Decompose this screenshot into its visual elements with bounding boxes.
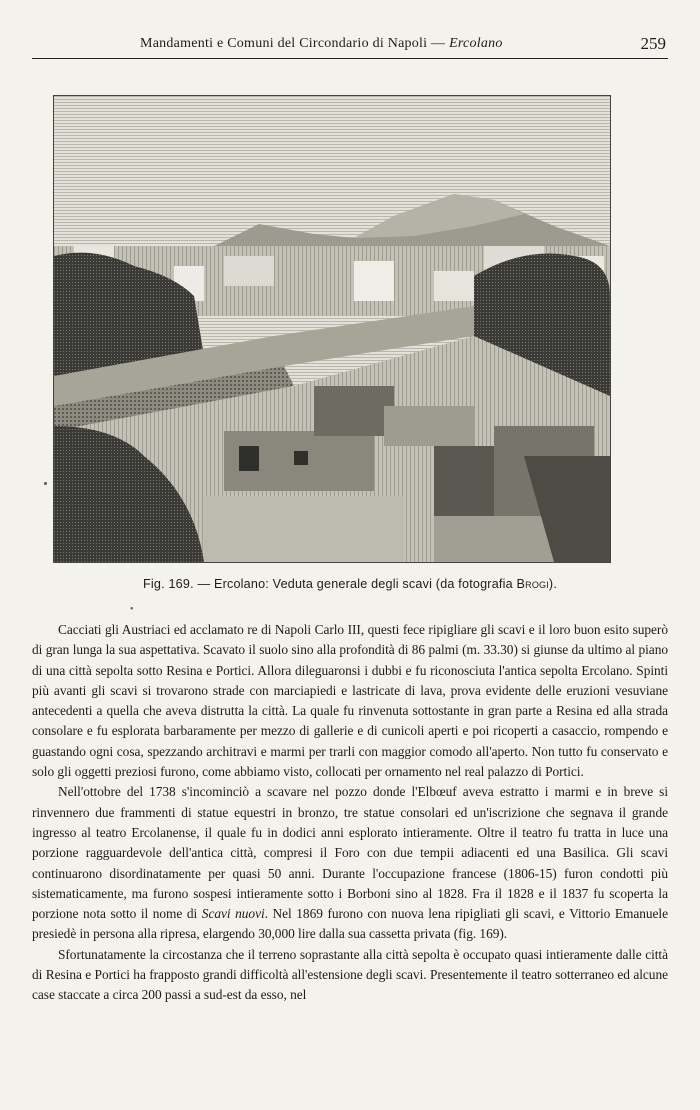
italic-term: Scavi nuovi <box>201 906 265 922</box>
paragraph-1: Cacciati gli Austriaci ed acclamato re di Napoli Carlo III, questi fece ripigliare gli scavi e il loro buon esito superò di gran lunga la sua aspettativa. Scavato il suolo sino alla profondità di 86 palmi (m. 33.30) si giunse da ultimo al piano di una città sepolta sotto Resina e Portici. Allora dileguaronsi i dubbi e fu riconosciuta l'antica sepolta Ercolano. Spinti più avanti gli scavi si trovarono strade con marciapiedi e lastricate di lava, prova evidente delle eruzioni vesuviane antecedenti a quella che aveva distrutta la città. La quale fu rinvenuta sottostante in gran parte a Resina ed alla strada consolare e fu esplorata barbaramente per mezzo di gallerie e di cunicoli aperti e poi ricoperti a casaccio, rompendo e guastando ogni cosa, spezzando architravi e marmi per trarli con maggior comodo all'aperto. Non tutto fu conservato e solo gli oggetti preziosi furono, come abbiamo visto, collocati per ornamento nel real palazzo di Portici. <box>32 622 668 780</box>
figure-caption: Fig. 169. — Ercolano: Veduta generale degli scavi (da fotografia Brogi). <box>142 577 558 591</box>
paragraph-2: Nell'ottobre del 1738 s'incominciò a scavare nel pozzo donde l'Elbœuf aveva estratto i marmi e in breve si rinvennero due frammenti di statue equestri in bronzo, tre statue consolari ed un'iscrizione che segnava il grande ingresso al teatro Ercolanense, il quale fu in dodici anni esplorato intieramente. Oltre il teatro fu tratta in luce una porzione ragguardevole dell'antica città, compresi il Foro con due tempii adiacenti ed una Basilica. Gli scavi continuarono disordinatamente per quasi 50 anni. Durante l'occupazione francese (1806-15) furon condotti più sistematicamente, ma furono sospesi intieramente sotto i Borboni sino al 1828. Fra il 1828 e il 1837 fu scoperta la porzione nota sotto il nome di Scavi nuovi. Nel 1869 furono con nuova lena ripigliati gli scavi, e Vittorio Emanuele presiedè in persona alla ripresa, elargendo 30,000 lire dalla sua cassetta privata (fig. 169). <box>32 784 668 942</box>
running-header <box>32 34 668 59</box>
paragraph-3: Sfortunatamente la circostanza che il terreno soprastante alla città sepolta è occupato quasi intieramente dalle città di Resina e Portici ha frapposto grandi difficoltà all'estensione degli scavi. Presentemente il teatro sotterraneo ed alcune case staccate a circa 200 passi a sud-est da esso, nel <box>32 946 668 1003</box>
body-text <box>32 620 668 1006</box>
header-title-italic: Ercolano <box>449 36 503 51</box>
header-title: Mandamenti e Comuni del Circondario di Napoli — Ercolano <box>140 36 503 51</box>
figure-engraving <box>54 96 610 562</box>
excavation-illustration <box>54 96 610 562</box>
caption-credit: Brogi <box>516 577 549 591</box>
stray-dot <box>44 482 47 485</box>
page-number: 259 <box>640 34 666 53</box>
stray-mark: • <box>130 604 134 615</box>
